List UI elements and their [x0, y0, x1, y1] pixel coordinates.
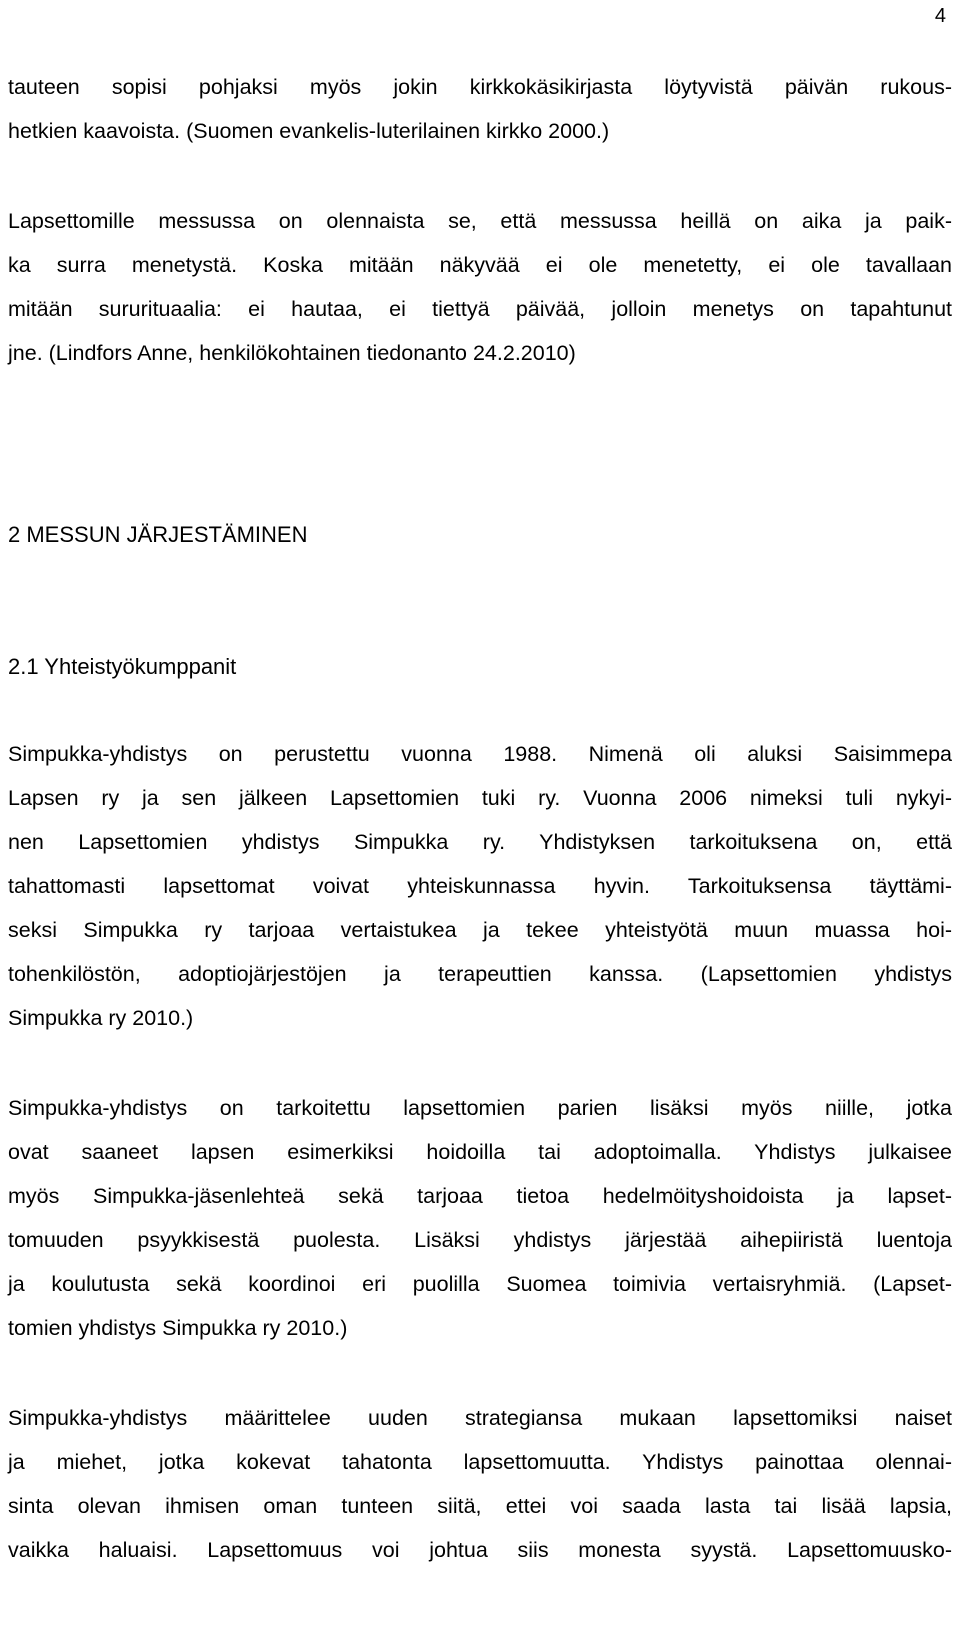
paragraph-4-line: ovat saaneet lapsen esimerkiksi hoidoilla tai adoptoimalla. Yhdistys julkaisee: [8, 1140, 952, 1164]
paragraph-3-line: seksi Simpukka ry tarjoaa vertaistukea ja tekee yhteistyötä muun muassa hoi-: [8, 918, 952, 942]
paragraph-5-line: ja miehet, jotka kokevat tahatonta lapsettomuutta. Yhdistys painottaa olennai-: [8, 1450, 952, 1474]
paragraph-1-line: hetkien kaavoista. (Suomen evankelis-luterilainen kirkko 2000.): [8, 119, 610, 143]
paragraph-4-line: Simpukka-yhdistys on tarkoitettu lapsettomien parien lisäksi myös niille, jotka: [8, 1096, 952, 1120]
paragraph-2-line: jne. (Lindfors Anne, henkilökohtainen tiedonanto 24.2.2010): [8, 341, 576, 365]
paragraph-3-line: Simpukka ry 2010.): [8, 1006, 194, 1030]
section-heading: 2.1 Yhteistyökumppanit: [8, 654, 237, 679]
chapter-heading: 2 MESSUN JÄRJESTÄMINEN: [8, 522, 308, 547]
paragraph-5-line: sinta olevan ihmisen oman tunteen siitä, ettei voi saada lasta tai lisää lapsia,: [8, 1494, 952, 1518]
paragraph-4-line: tomuuden psyykkisestä puolesta. Lisäksi yhdistys järjestää aihepiiristä luentoja: [8, 1228, 952, 1252]
paragraph-4-line: myös Simpukka-jäsenlehteä sekä tarjoaa tietoa hedelmöityshoidoista ja lapset-: [8, 1184, 952, 1208]
paragraph-3-line: tohenkilöstön, adoptiojärjestöjen ja terapeuttien kanssa. (Lapsettomien yhdistys: [8, 962, 952, 986]
paragraph-4-line: ja koulutusta sekä koordinoi eri puolilla Suomea toimivia vertaisryhmiä. (Lapset-: [8, 1272, 952, 1296]
paragraph-2-line: ka surra menetystä. Koska mitään näkyvää ei ole menetetty, ei ole tavallaan: [8, 253, 952, 277]
paragraph-5-line: Simpukka-yhdistys määrittelee uuden strategiansa mukaan lapsettomiksi naiset: [8, 1406, 952, 1430]
paragraph-5-line: vaikka haluaisi. Lapsettomuus voi johtua siis monesta syystä. Lapsettomuusko-: [8, 1538, 952, 1562]
page-number: 4: [934, 5, 946, 27]
paragraph-3-line: Lapsen ry ja sen jälkeen Lapsettomien tuki ry. Vuonna 2006 nimeksi tuli nykyi-: [8, 786, 952, 810]
paragraph-3-line: tahattomasti lapsettomat voivat yhteiskunnassa hyvin. Tarkoituksensa täyttämi-: [8, 874, 952, 898]
paragraph-4-line: tomien yhdistys Simpukka ry 2010.): [8, 1316, 348, 1340]
paragraph-2-line: Lapsettomille messussa on olennaista se, että messussa heillä on aika ja paik-: [8, 209, 952, 233]
paragraph-3-line: Simpukka-yhdistys on perustettu vuonna 1988. Nimenä oli aluksi Saisimmepa: [8, 742, 952, 766]
paragraph-2-line: mitään sururituaalia: ei hautaa, ei tiettyä päivää, jolloin menetys on tapahtunut: [8, 297, 952, 321]
paragraph-3-line: nen Lapsettomien yhdistys Simpukka ry. Yhdistyksen tarkoituksena on, että: [8, 830, 952, 854]
paragraph-1-line: tauteen sopisi pohjaksi myös jokin kirkkokäsikirjasta löytyvistä päivän rukous-: [8, 75, 952, 99]
